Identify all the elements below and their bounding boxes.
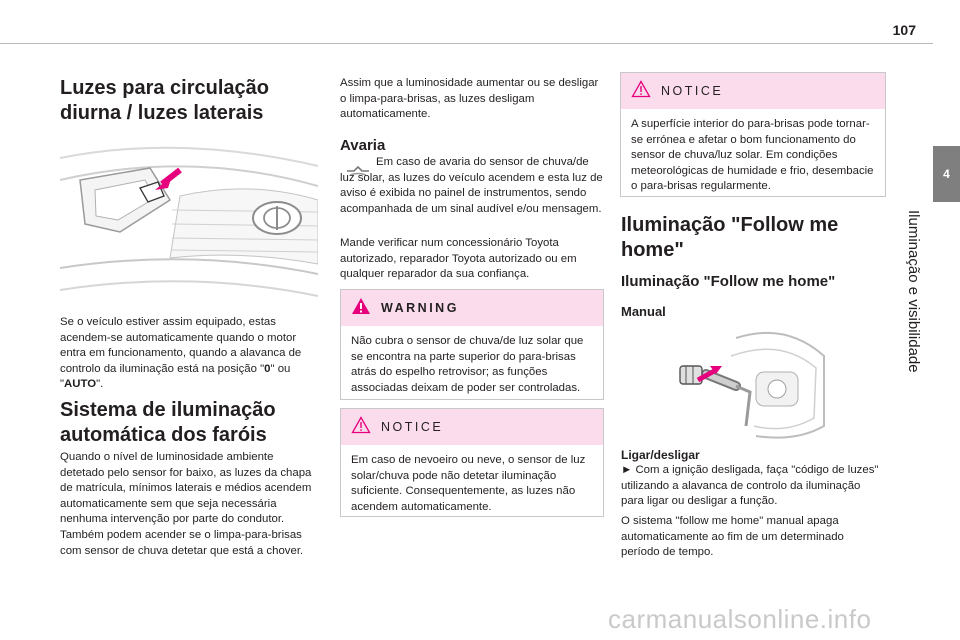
notice-box-text: A superfície interior do para-brisas pode tornar-se errónea e afetar o bom funcionamento do sensor de chuva/luz solar. Em condições meteorológicas de humidade e frio, desembacie o para-brisas regularmente.	[631, 118, 874, 193]
title-line: diurna / luzes laterais	[60, 102, 264, 124]
notice-box-title: NOTICE	[381, 420, 444, 434]
notice-box-fog	[340, 408, 604, 517]
warning-box-text: Não cubra o sensor de chuva/de luz solar que se encontra na parte superior do para-brisas atrás do espelho retrovisor; as funções associadas deixam de poder ser controladas.	[351, 335, 584, 394]
chapter-tab[interactable]	[933, 146, 960, 202]
fault-body-dealer: Mande verificar num concessionário Toyota autorizado, reparador Toyota autorizado ou em qualquer reparador da sua confiança.	[340, 237, 577, 281]
on-off-step: ► Com a ignição desligada, faça "código de luzes" utilizando a alavanca de controlo da iluminação para ligar ou desligar a função.	[621, 464, 879, 508]
section-title-follow-me-home	[621, 213, 883, 263]
position-key-zero: 0	[264, 362, 271, 375]
notice-box-header	[341, 409, 603, 445]
auto-off-text: Assim que a luminosidade aumentar ou se desligar o limpa-para-brisas, as luzes desligam automaticamente.	[340, 77, 599, 121]
daytime-lights-body	[60, 315, 320, 393]
notice-box-title: NOTICE	[661, 84, 724, 98]
watermark: carmanualsonline.info	[608, 604, 872, 634]
body-text: ".	[96, 378, 104, 391]
header-rule	[0, 43, 933, 44]
follow-me-home-section	[621, 213, 883, 263]
chapter-label-text: Iluminação e visibilidade	[905, 210, 922, 373]
page-number: 107	[892, 22, 916, 38]
title-line: Sistema de iluminação	[60, 399, 276, 421]
title-line: Iluminação "Follow me	[621, 214, 839, 236]
notice-box-text: Em caso de nevoeiro ou neve, o sensor de luz solar/chuva pode não detetar iluminação suficiente. Consequentemente, as luzes não acendem automaticamente.	[351, 454, 586, 513]
section-title-auto-headlamp	[60, 398, 320, 448]
fault-title: Avaria	[340, 137, 386, 154]
body-text: " ou "	[60, 362, 291, 391]
fault-body: Em caso de avaria do sensor de chuva/de luz solar, as luzes do veículo acendem e esta luz de aviso é exibida no painel de instrumentos, sendo acompanhada de um sinal audível e/ou mensagem.	[340, 156, 603, 215]
body-text: Se o veículo estiver assim equipado, estas acendem-se automaticamente quando o motor entra em funcionamento, quando a alavanca de controlo da iluminação está na posição "	[60, 316, 302, 375]
chapter-number: 4	[943, 167, 950, 181]
chapter-label	[905, 210, 929, 373]
manual-label: Manual	[621, 304, 666, 319]
title-line: automática dos faróis	[60, 424, 267, 446]
on-off-body: O sistema "follow me home" manual apaga automaticamente ao fim de um determinado período de tempo.	[621, 515, 844, 559]
section-title-daytime-lights	[60, 76, 320, 126]
notice-triangle-icon	[631, 80, 651, 103]
on-off-label: Ligar/desligar	[621, 448, 700, 462]
follow-me-home-subtitle: Iluminação "Follow me home"	[621, 273, 836, 290]
daytime-lights-section	[60, 76, 320, 126]
lighting-stalk-illustration	[676, 326, 826, 442]
warning-box	[340, 289, 604, 400]
auto-headlamp-section	[60, 398, 320, 448]
warning-box-header	[341, 290, 603, 326]
notice-box-windscreen	[620, 72, 886, 197]
warning-box-title: WARNING	[381, 301, 459, 315]
title-line: home"	[621, 239, 684, 261]
auto-headlamp-body: Quando o nível de luminosidade ambiente detetado pelo sensor for baixo, as luzes da chapa de matrícula, mínimos laterais e médios acendem automaticamente sem que seja necessária nenhuma intervenção por parte do condutor. Também podem acender se o limpa-para-brisas com sensor de chuva detetar que está a chover.	[60, 451, 312, 557]
notice-box-header	[621, 73, 885, 109]
title-line: Luzes para circulação	[60, 77, 269, 99]
headlight-illustration	[60, 140, 318, 306]
warning-triangle-icon	[351, 297, 371, 320]
position-key-auto: AUTO	[64, 378, 97, 391]
notice-triangle-icon	[351, 416, 371, 439]
